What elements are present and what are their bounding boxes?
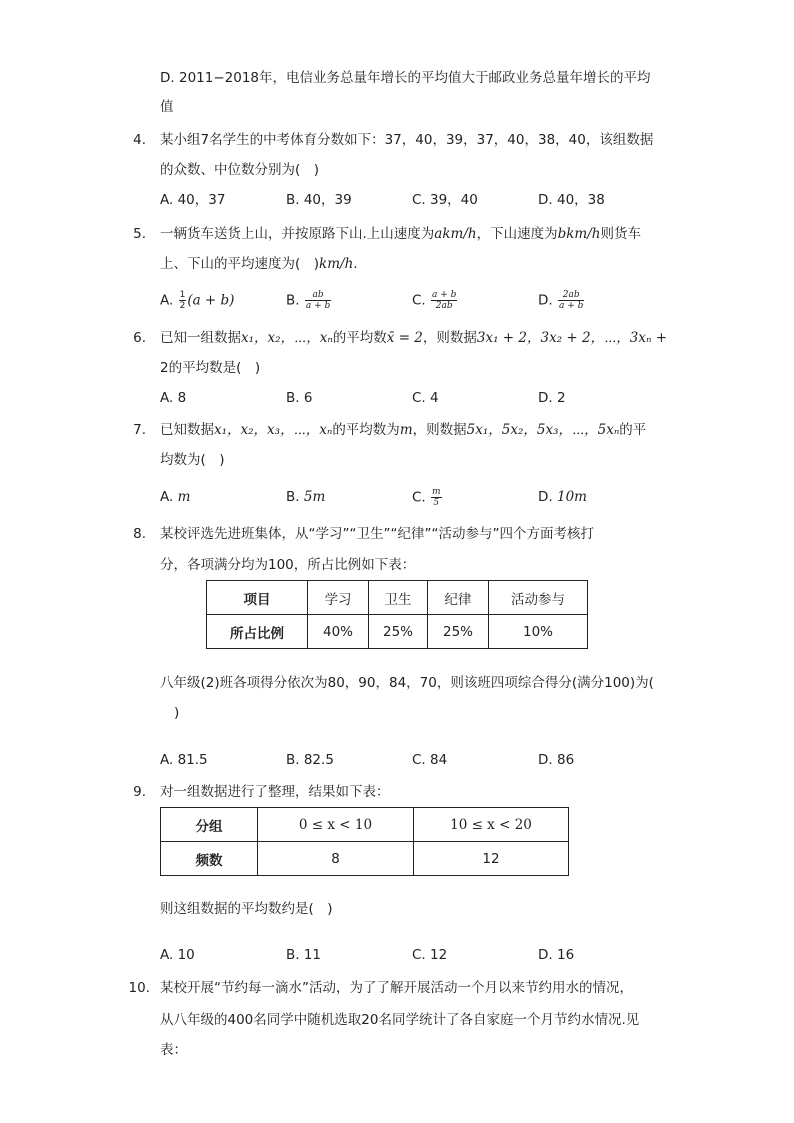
option-b: B. 6 — [286, 390, 313, 406]
table-cell: 学习 — [308, 581, 369, 615]
table-cell: 所占比例 — [207, 615, 308, 649]
question-text: 则这组数据的平均数约是( ) — [160, 901, 333, 917]
option-b: B. 82.5 — [286, 752, 334, 768]
option-a: A. $\frac{1}{2}$ (a + b) — [160, 290, 235, 311]
option-d: D. 2 — [538, 390, 566, 406]
ratio-table — [206, 580, 588, 649]
question-text: 均数为( ) — [160, 452, 225, 468]
table-cell: 0 ≤ x < 10 — [258, 808, 414, 842]
table-cell: 25% — [428, 615, 489, 649]
option-c: C. 12 — [412, 947, 448, 963]
table-cell: 纪律 — [428, 581, 489, 615]
table-row — [207, 615, 588, 649]
question-text: 上、下山的平均速度为( )km/h. — [160, 256, 358, 272]
question-text: 已知一组数据x₁，x₂，⋯，xₙ的平均数x̄ = 2，则数据3x₁ + 2，3x₂ + 2，⋯，3xₙ + — [160, 330, 668, 346]
question-number: 10. — [128, 980, 150, 996]
table-cell: 10 ≤ x < 20 — [414, 808, 569, 842]
option-a: A. 8 — [160, 390, 187, 406]
question-text: 一辆货车送货上山，并按原路下山.上山速度为akm/h，下山速度为bkm/h则货车 — [160, 226, 641, 242]
table-cell: 10% — [489, 615, 588, 649]
question-text: 分，各项满分均为100，所占比例如下表： — [160, 557, 416, 573]
table-cell: 卫生 — [369, 581, 428, 615]
question-text: 某小组7名学生的中考体育分数如下：37，40，39，37，40，38，40，该组数据 — [160, 132, 654, 148]
question-text: 对一组数据进行了整理，结果如下表： — [160, 784, 390, 800]
option-d: D. 16 — [538, 947, 575, 963]
table-row — [161, 842, 569, 876]
question-text: ) — [174, 705, 180, 721]
frequency-table — [160, 807, 569, 876]
option-b: B. 40，39 — [286, 192, 352, 208]
table-cell: 8 — [258, 842, 414, 876]
option-d: D. 40，38 — [538, 192, 605, 208]
question-text: 某校开展“节约每一滴水”活动，为了了解开展活动一个月以来节约用水的情况， — [160, 980, 633, 996]
question-text: 从八年级的400名同学中随机选取20名同学统计了各自家庭一个月节约水情况.见 — [160, 1012, 640, 1028]
question-text: 已知数据x₁，x₂，x₃，⋯，xₙ的平均数为m，则数据5x₁，5x₂，5x₃，⋯，5xₙ的平 — [160, 422, 647, 438]
table-cell: 活动参与 — [489, 581, 588, 615]
question-text: 表： — [160, 1042, 187, 1058]
option-c: C. $\frac{a + b}{2ab}$ — [412, 290, 457, 311]
question-number: 6. — [133, 330, 146, 346]
question-number: 9. — [133, 784, 146, 800]
question-number: 4. — [133, 132, 146, 148]
option-b: B. 5m — [286, 489, 326, 505]
option-d: D. 10m — [538, 489, 587, 505]
question-text: 某校评选先进班集体，从“学习”“卫生”“纪律”“活动参与”四个方面考核打 — [160, 526, 594, 542]
table-cell: 项目 — [207, 581, 308, 615]
option-c: C. 39，40 — [412, 192, 478, 208]
table-cell: 频数 — [161, 842, 258, 876]
q3-option-d: D. 2011−2018年，电信业务总量年增长的平均值大于邮政业务总量年增长的平均 — [160, 70, 651, 86]
table-cell: 40% — [308, 615, 369, 649]
option-d: D. 86 — [538, 752, 575, 768]
question-text: 八年级(2)班各项得分依次为80，90，84，70，则该班四项综合得分(满分100)为( — [160, 675, 654, 691]
option-c: C. 4 — [412, 390, 439, 406]
option-a: A. m — [160, 489, 191, 505]
option-d: D. $\frac{2ab}{a + b}$ — [538, 290, 584, 311]
question-number: 8. — [133, 526, 146, 542]
table-cell: 分组 — [161, 808, 258, 842]
question-number: 7. — [133, 422, 146, 438]
option-a: A. 10 — [160, 947, 195, 963]
option-c: C. $\frac{m}{5}$ — [412, 487, 441, 508]
table-header-row — [207, 581, 588, 615]
option-a: A. 81.5 — [160, 752, 208, 768]
table-header-row — [161, 808, 569, 842]
question-text: 2的平均数是( ) — [160, 360, 261, 376]
option-b: B. $\frac{ab}{a + b}$ — [286, 290, 331, 311]
question-number: 5. — [133, 226, 146, 242]
option-a: A. 40，37 — [160, 192, 226, 208]
option-c: C. 84 — [412, 752, 448, 768]
q3-option-d-cont: 值 — [160, 99, 174, 115]
table-cell: 12 — [414, 842, 569, 876]
table-cell: 25% — [369, 615, 428, 649]
question-text: 的众数、中位数分别为( ) — [160, 162, 320, 178]
option-b: B. 11 — [286, 947, 322, 963]
